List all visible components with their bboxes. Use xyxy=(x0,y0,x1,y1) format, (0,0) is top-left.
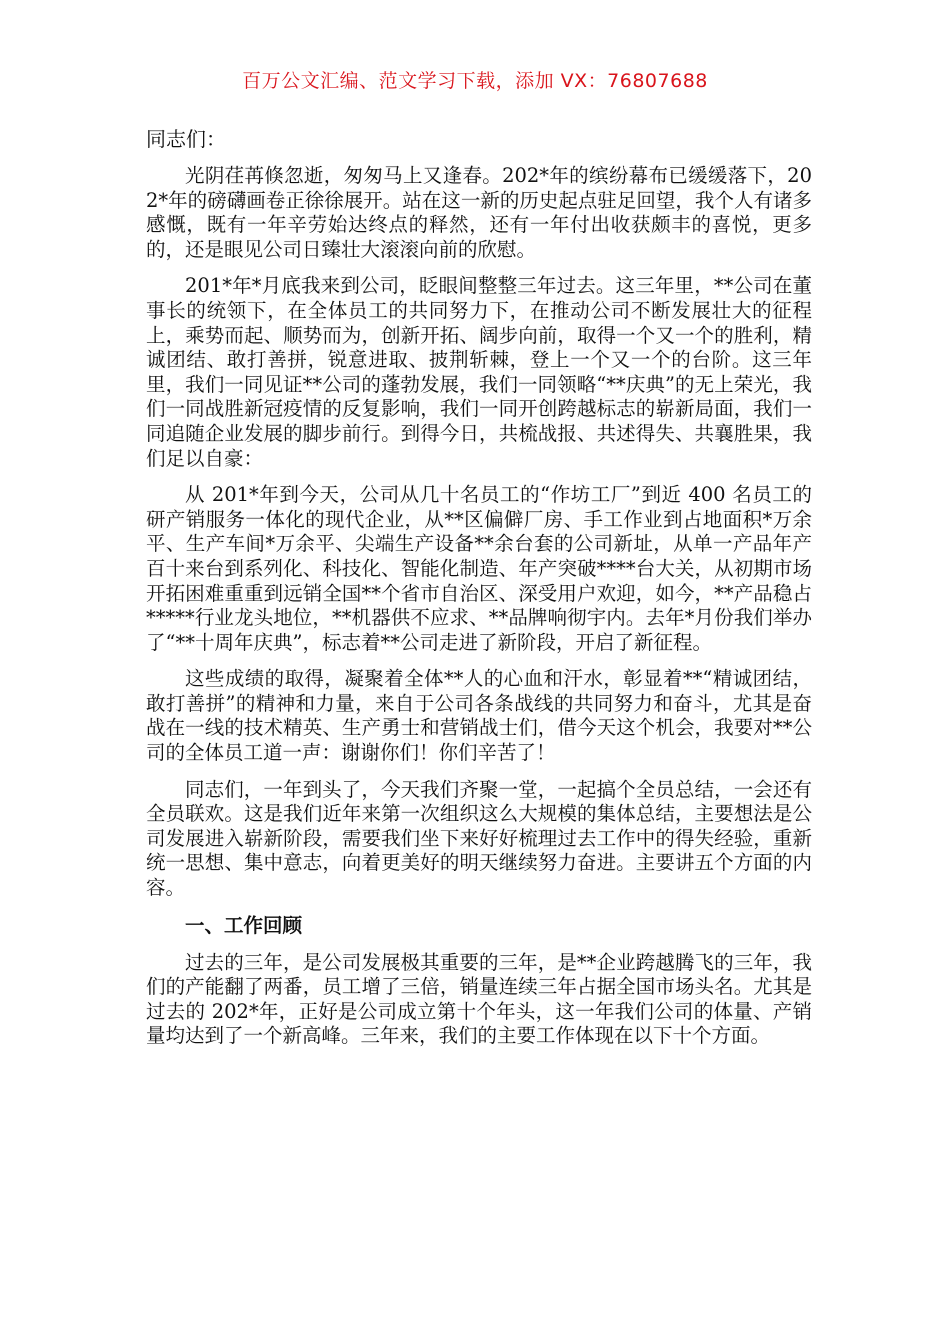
paragraph-thanks: 这些成绩的取得，凝聚着全体**人的心血和汗水，彰显着**“精诚团结，敢打善拼”的精神和力量，来自于公司各条战线的共同努力和奋斗，尤其是奋战在一线的技术精英、生产勇士和营销战士们，借今天这个机会，我要对**公司的全体员工道一声：谢谢你们！你们辛苦了！ xyxy=(146,667,812,765)
paragraph-three-years: 201*年*月底我来到公司，眨眼间整整三年过去。这三年里，**公司在董事长的统领下，在全体员工的共同努力下，在推动公司不断发展壮大的征程上，乘势而起、顺势而为，创新开拓、阔步向前，取得一个又一个的胜利，精诚团结、敢打善拼，锐意进取、披荆斩棘，登上一个又一个的台阶。这三年里，我们一同见证**公司的蓬勃发展，我们一同领略“**庆典”的无上荣光，我们一同战胜新冠疫情的反复影响，我们一同开创跨越标志的崭新局面，我们一同追随企业发展的脚步前行。到得今日，共梳战报、共述得失、共襄胜果，我们足以自豪： xyxy=(146,274,812,470)
paragraph-work-review: 过去的三年，是公司发展极其重要的三年，是**企业跨越腾飞的三年，我们的产能翻了两番，员工增了三倍，销量连续三年占据全国市场头名。尤其是过去的 202*年，正好是公司成立第十个年头，这一年我们公司的体量、产销量均达到了一个新高峰。三年来，我们的主要工作体现在以下十个方面。 xyxy=(146,950,812,1048)
document-body xyxy=(146,126,812,1061)
watermark-header: 百万公文汇编、范文学习下载，添加 VX：76807688 xyxy=(242,70,708,92)
paragraph-achievements: 从 201*年到今天，公司从几十名员工的“作坊工厂”到近 400 名员工的研产销服务一体化的现代企业，从**区偏僻厂房、手工作业到占地面积*万余平、生产车间*万余平、尖端生产设备**余台套的公司新址，从单一产品年产百十来台到系列化、科技化、智能化制造、年产突破****台大关，从初期市场开拓困难重重到远销全国**个省市自治区、深受用户欢迎，如今，**产品稳占*****行业龙头地位，**机器供不应求、**品牌响彻宇内。去年*月份我们举办了“**十周年庆典”，标志着**公司走进了新阶段，开启了新征程。 xyxy=(146,483,812,654)
paragraph-purpose: 同志们，一年到头了，今天我们齐聚一堂，一起搞个全员总结，一会还有全员联欢。这是我们近年来第一次组织这么大规模的集体总结，主要想法是公司发展进入崭新阶段，需要我们坐下来好好梳理过去工作中的得失经验，重新统一思想、集中意志，向着更美好的明天继续努力奋进。主要讲五个方面的内容。 xyxy=(146,777,812,900)
paragraph-opening: 光阴荏苒倏忽逝，匆匆马上又逢春。202*年的缤纷幕布已缓缓落下，202*年的磅礴画卷正徐徐展开。站在这一新的历史起点驻足回望，我个人有诸多感慨，既有一年辛劳始达终点的释然，还有一年付出收获颇丰的喜悦，更多的，还是眼见公司日臻壮大滚滚向前的欣慰。 xyxy=(146,164,812,261)
greeting: 同志们： xyxy=(146,127,226,151)
section-heading-work-review: 一、工作回顾 xyxy=(185,913,303,937)
